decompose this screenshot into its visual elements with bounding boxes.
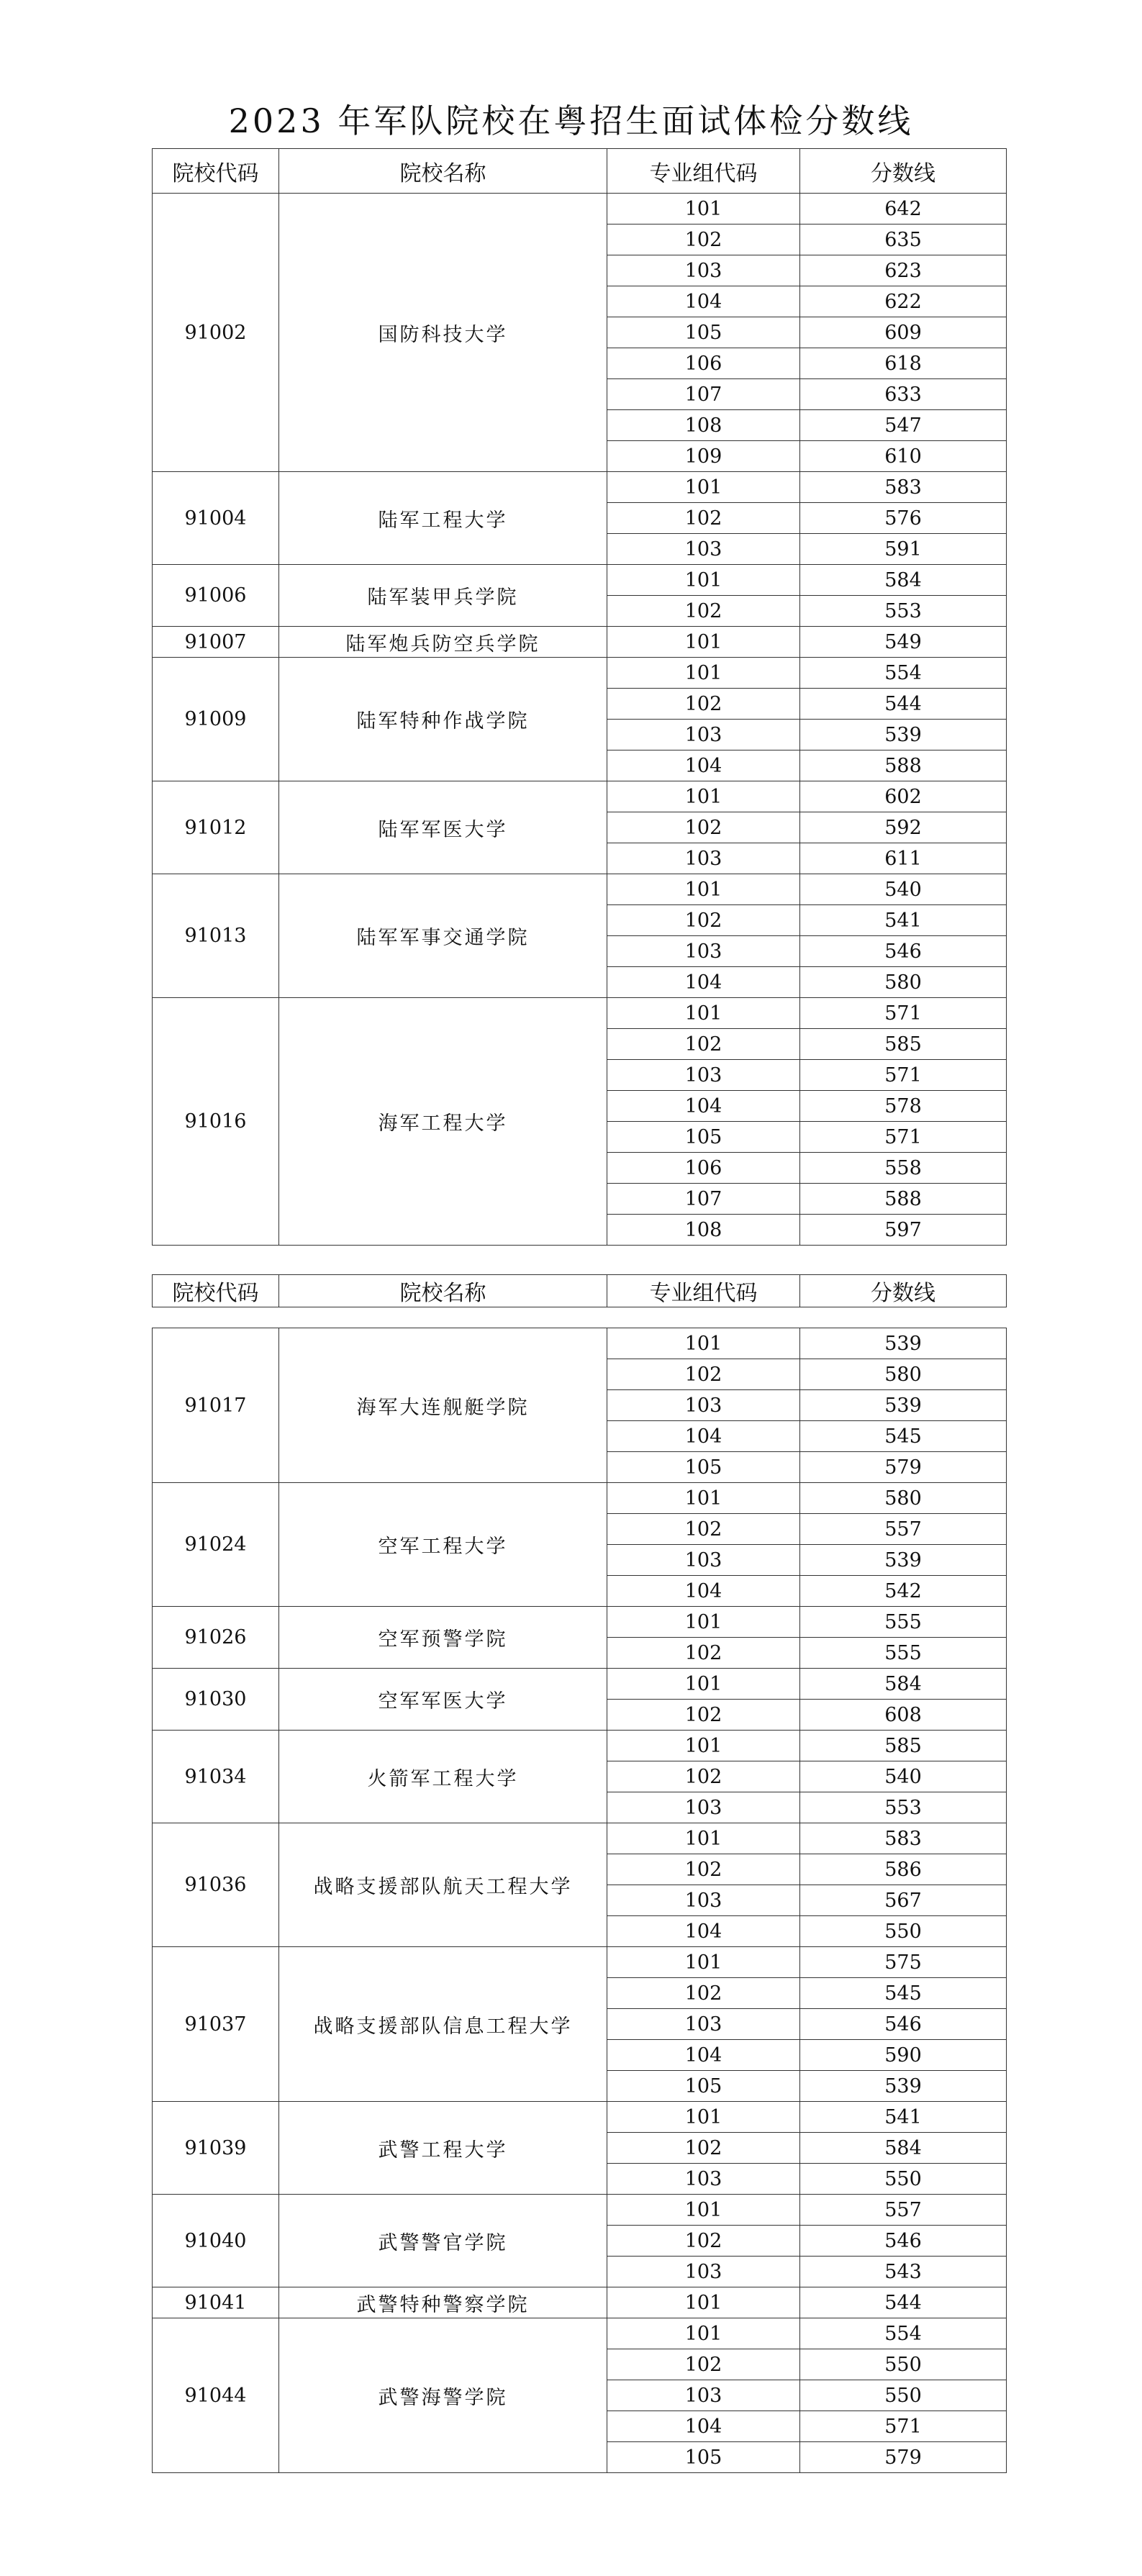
group-code-cell: 102	[607, 905, 800, 936]
group-code-cell: 101	[607, 658, 800, 689]
score-cell: 571	[800, 2411, 1007, 2442]
score-cell: 578	[800, 1091, 1007, 1122]
group-code-cell: 101	[607, 627, 800, 658]
table-row	[153, 998, 1007, 1029]
school-code-cell: 91006	[153, 565, 279, 627]
group-code-cell: 104	[607, 1421, 800, 1452]
score-cell: 642	[800, 194, 1007, 225]
score-cell: 540	[800, 874, 1007, 905]
group-code-cell: 104	[607, 750, 800, 781]
score-cell: 545	[800, 1421, 1007, 1452]
school-code-cell: 91037	[153, 1947, 279, 2102]
group-code-cell: 104	[607, 286, 800, 317]
score-cell: 585	[800, 1029, 1007, 1060]
header-school-code: 院校代码	[153, 149, 279, 194]
table-row	[153, 2318, 1007, 2349]
school-name-cell: 武警特种警察学院	[279, 2287, 607, 2318]
group-code-cell: 105	[607, 317, 800, 348]
school-code-cell: 91009	[153, 658, 279, 781]
page-title: 2023 年军队院校在粤招生面试体检分数线	[228, 101, 914, 140]
score-cell: 579	[800, 2442, 1007, 2473]
group-code-cell: 106	[607, 1153, 800, 1184]
group-code-cell: 105	[607, 2071, 800, 2102]
school-name-cell: 陆军炮兵防空兵学院	[279, 627, 607, 658]
group-code-cell: 101	[607, 2287, 800, 2318]
score-cell: 539	[800, 1328, 1007, 1359]
table-row	[153, 1947, 1007, 1978]
score-cell: 580	[800, 1483, 1007, 1514]
score-cell: 575	[800, 1947, 1007, 1978]
score-cell: 602	[800, 781, 1007, 812]
score-cell: 588	[800, 1184, 1007, 1215]
score-cell: 618	[800, 348, 1007, 379]
group-code-cell: 101	[607, 1947, 800, 1978]
school-name-cell: 陆军装甲兵学院	[279, 565, 607, 627]
school-name-cell: 武警工程大学	[279, 2102, 607, 2195]
school-name-cell: 火箭军工程大学	[279, 1731, 607, 1823]
table-row	[153, 2102, 1007, 2133]
score-cell: 584	[800, 2133, 1007, 2164]
score-cell: 622	[800, 286, 1007, 317]
score-table-2-header	[152, 1274, 1007, 1307]
table-row	[153, 658, 1007, 689]
score-cell: 553	[800, 1792, 1007, 1823]
score-cell: 633	[800, 379, 1007, 410]
score-cell: 550	[800, 2380, 1007, 2411]
score-cell: 539	[800, 2071, 1007, 2102]
group-code-cell: 101	[607, 472, 800, 503]
school-code-cell: 91013	[153, 874, 279, 998]
score-cell: 550	[800, 1916, 1007, 1947]
header-school-name: 院校名称	[279, 1275, 607, 1307]
group-code-cell: 104	[607, 967, 800, 998]
group-code-cell: 103	[607, 2009, 800, 2040]
score-cell: 584	[800, 565, 1007, 596]
school-name-cell: 陆军特种作战学院	[279, 658, 607, 781]
school-code-cell: 91040	[153, 2195, 279, 2287]
header-group-code: 专业组代码	[607, 1275, 800, 1307]
group-code-cell: 103	[607, 2164, 800, 2195]
school-code-cell: 91039	[153, 2102, 279, 2195]
score-cell: 553	[800, 596, 1007, 627]
score-cell: 597	[800, 1215, 1007, 1246]
group-code-cell: 105	[607, 1122, 800, 1153]
group-code-cell: 109	[607, 441, 800, 472]
group-code-cell: 101	[607, 1607, 800, 1638]
school-name-cell: 陆军工程大学	[279, 472, 607, 565]
table-row	[153, 627, 1007, 658]
group-code-cell: 106	[607, 348, 800, 379]
table-row	[153, 472, 1007, 503]
score-cell: 611	[800, 843, 1007, 874]
group-code-cell: 103	[607, 255, 800, 286]
group-code-cell: 102	[607, 1700, 800, 1731]
group-code-cell: 104	[607, 1091, 800, 1122]
group-code-cell: 105	[607, 2442, 800, 2473]
score-cell: 541	[800, 2102, 1007, 2133]
group-code-cell: 102	[607, 812, 800, 843]
score-cell: 541	[800, 905, 1007, 936]
header-score: 分数线	[800, 1275, 1007, 1307]
school-name-cell: 武警警官学院	[279, 2195, 607, 2287]
group-code-cell: 104	[607, 1576, 800, 1607]
header-group-code: 专业组代码	[607, 149, 800, 194]
score-cell: 580	[800, 1359, 1007, 1390]
group-code-cell: 102	[607, 1638, 800, 1669]
score-cell: 623	[800, 255, 1007, 286]
school-code-cell: 91024	[153, 1483, 279, 1607]
score-cell: 588	[800, 750, 1007, 781]
score-cell: 545	[800, 1978, 1007, 2009]
score-cell: 549	[800, 627, 1007, 658]
group-code-cell: 101	[607, 874, 800, 905]
school-name-cell: 战略支援部队航天工程大学	[279, 1823, 607, 1947]
table-row	[153, 1669, 1007, 1700]
table-row	[153, 1328, 1007, 1359]
school-code-cell: 91016	[153, 998, 279, 1246]
score-cell: 608	[800, 1700, 1007, 1731]
school-name-cell: 空军预警学院	[279, 1607, 607, 1669]
group-code-cell: 108	[607, 1215, 800, 1246]
group-code-cell: 101	[607, 1823, 800, 1854]
group-code-cell: 101	[607, 1328, 800, 1359]
school-code-cell: 91012	[153, 781, 279, 874]
school-code-cell: 91036	[153, 1823, 279, 1947]
group-code-cell: 101	[607, 781, 800, 812]
school-code-cell: 91044	[153, 2318, 279, 2473]
score-cell: 539	[800, 720, 1007, 750]
group-code-cell: 103	[607, 843, 800, 874]
score-cell: 571	[800, 1060, 1007, 1091]
school-code-cell: 91007	[153, 627, 279, 658]
table-row	[153, 1483, 1007, 1514]
header-school-name: 院校名称	[279, 149, 607, 194]
table-row	[153, 1607, 1007, 1638]
score-cell: 583	[800, 1823, 1007, 1854]
group-code-cell: 103	[607, 1390, 800, 1421]
group-code-cell: 102	[607, 1359, 800, 1390]
group-code-cell: 103	[607, 1792, 800, 1823]
score-cell: 550	[800, 2349, 1007, 2380]
table-row	[153, 781, 1007, 812]
score-cell: 555	[800, 1607, 1007, 1638]
group-code-cell: 103	[607, 534, 800, 565]
table-row	[153, 194, 1007, 225]
table-row	[153, 2195, 1007, 2226]
score-cell: 609	[800, 317, 1007, 348]
school-code-cell: 91004	[153, 472, 279, 565]
score-cell: 584	[800, 1669, 1007, 1700]
group-code-cell: 108	[607, 410, 800, 441]
group-code-cell: 103	[607, 2380, 800, 2411]
score-cell: 635	[800, 225, 1007, 255]
score-cell: 567	[800, 1885, 1007, 1916]
table-row	[153, 2287, 1007, 2318]
group-code-cell: 101	[607, 1669, 800, 1700]
table-row	[153, 1823, 1007, 1854]
group-code-cell: 102	[607, 1514, 800, 1545]
group-code-cell: 102	[607, 503, 800, 534]
group-code-cell: 102	[607, 2226, 800, 2257]
group-code-cell: 103	[607, 1885, 800, 1916]
school-name-cell: 国防科技大学	[279, 194, 607, 472]
score-cell: 554	[800, 2318, 1007, 2349]
group-code-cell: 103	[607, 936, 800, 967]
group-code-cell: 101	[607, 998, 800, 1029]
table-row	[153, 565, 1007, 596]
score-cell: 583	[800, 472, 1007, 503]
score-cell: 550	[800, 2164, 1007, 2195]
score-table-2	[152, 1328, 1007, 2473]
group-code-cell: 103	[607, 1060, 800, 1091]
school-code-cell: 91034	[153, 1731, 279, 1823]
school-code-cell: 91002	[153, 194, 279, 472]
score-cell: 542	[800, 1576, 1007, 1607]
group-code-cell: 101	[607, 2195, 800, 2226]
score-cell: 555	[800, 1638, 1007, 1669]
score-table-1	[152, 148, 1007, 1246]
table-header-row	[153, 149, 1007, 194]
group-code-cell: 105	[607, 1452, 800, 1483]
group-code-cell: 107	[607, 379, 800, 410]
score-cell: 539	[800, 1390, 1007, 1421]
score-cell: 558	[800, 1153, 1007, 1184]
group-code-cell: 101	[607, 2318, 800, 2349]
group-code-cell: 103	[607, 720, 800, 750]
score-cell: 544	[800, 2287, 1007, 2318]
header-school-code: 院校代码	[153, 1275, 279, 1307]
school-code-cell: 91017	[153, 1328, 279, 1483]
school-code-cell: 91026	[153, 1607, 279, 1669]
score-cell: 586	[800, 1854, 1007, 1885]
group-code-cell: 103	[607, 1545, 800, 1576]
group-code-cell: 102	[607, 1978, 800, 2009]
score-cell: 592	[800, 812, 1007, 843]
score-cell: 547	[800, 410, 1007, 441]
school-name-cell: 战略支援部队信息工程大学	[279, 1947, 607, 2102]
score-cell: 591	[800, 534, 1007, 565]
score-cell: 540	[800, 1761, 1007, 1792]
table-2-body	[153, 1328, 1007, 2473]
group-code-cell: 107	[607, 1184, 800, 1215]
score-cell: 543	[800, 2257, 1007, 2287]
score-cell: 546	[800, 936, 1007, 967]
group-code-cell: 103	[607, 2257, 800, 2287]
school-code-cell: 91041	[153, 2287, 279, 2318]
group-code-cell: 102	[607, 2133, 800, 2164]
group-code-cell: 101	[607, 1731, 800, 1761]
score-cell: 544	[800, 689, 1007, 720]
school-name-cell: 海军大连舰艇学院	[279, 1328, 607, 1483]
table-row	[153, 1731, 1007, 1761]
score-cell: 546	[800, 2226, 1007, 2257]
table-header-row	[153, 1275, 1007, 1307]
group-code-cell: 104	[607, 2040, 800, 2071]
score-cell: 590	[800, 2040, 1007, 2071]
group-code-cell: 102	[607, 596, 800, 627]
group-code-cell: 101	[607, 1483, 800, 1514]
table-1-body	[153, 194, 1007, 1246]
group-code-cell: 102	[607, 225, 800, 255]
group-code-cell: 102	[607, 1029, 800, 1060]
group-code-cell: 101	[607, 565, 800, 596]
score-cell: 554	[800, 658, 1007, 689]
score-cell: 557	[800, 2195, 1007, 2226]
group-code-cell: 102	[607, 1761, 800, 1792]
school-name-cell: 武警海警学院	[279, 2318, 607, 2473]
school-name-cell: 陆军军事交通学院	[279, 874, 607, 998]
score-cell: 585	[800, 1731, 1007, 1761]
score-cell: 571	[800, 998, 1007, 1029]
school-name-cell: 空军工程大学	[279, 1483, 607, 1607]
group-code-cell: 101	[607, 2102, 800, 2133]
group-code-cell: 102	[607, 1854, 800, 1885]
score-cell: 546	[800, 2009, 1007, 2040]
group-code-cell: 101	[607, 194, 800, 225]
score-cell: 571	[800, 1122, 1007, 1153]
school-name-cell: 空军军医大学	[279, 1669, 607, 1731]
school-name-cell: 海军工程大学	[279, 998, 607, 1246]
header-score: 分数线	[800, 149, 1007, 194]
score-cell: 576	[800, 503, 1007, 534]
score-cell: 579	[800, 1452, 1007, 1483]
group-code-cell: 104	[607, 2411, 800, 2442]
score-cell: 580	[800, 967, 1007, 998]
score-cell: 557	[800, 1514, 1007, 1545]
school-code-cell: 91030	[153, 1669, 279, 1731]
school-name-cell: 陆军军医大学	[279, 781, 607, 874]
group-code-cell: 102	[607, 2349, 800, 2380]
score-cell: 610	[800, 441, 1007, 472]
group-code-cell: 102	[607, 689, 800, 720]
score-cell: 539	[800, 1545, 1007, 1576]
group-code-cell: 104	[607, 1916, 800, 1947]
table-row	[153, 874, 1007, 905]
